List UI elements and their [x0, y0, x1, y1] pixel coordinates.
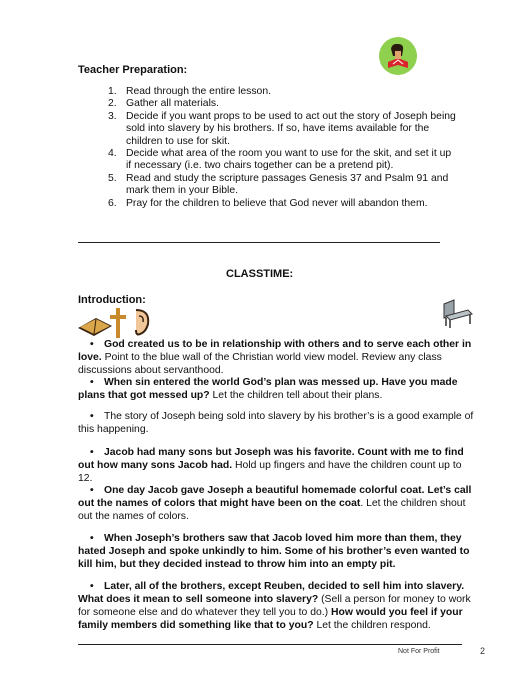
section-divider [78, 242, 440, 243]
intro-paragraph-2: • When sin entered the world God’s plan was messed up. Have you made plans that got messed up? Let the children tell about their plans. [78, 377, 458, 401]
footer-text: Not For Profit [398, 648, 440, 655]
intro-paragraph-1: • God created us to be in relationship with others and to serve each other in love. Point to the blue wall of the Christian world view model. Review any class discussions about servanthood. [78, 339, 472, 376]
desk-chair-icon [440, 296, 474, 330]
intro-paragraph-4: • Jacob had many sons but Joseph was his favorite. Count with me to find out how many sons Jacob had. Hold up fingers and have the children count up to 12. [78, 447, 464, 484]
list-item: 4. Decide what area of the room you want to use for the skit, and set it up if necessary (i.e. two chairs together can be a pretend pit). [108, 148, 452, 172]
list-item: 2. Gather all materials. [108, 98, 219, 110]
classtime-heading: CLASSTIME: [226, 268, 294, 280]
reading-person-icon [378, 36, 418, 76]
intro-paragraph-6: • When Joseph’s brothers saw that Jacob loved him more than them, they hated Joseph and spoke unkindly to him. Some of his brother’s even wanted to kill him, but they decided instead to throw him into an empty pit. [78, 533, 470, 570]
list-item: 1. Read through the entire lesson. [108, 86, 271, 97]
bible-cross-ear-icon [76, 304, 154, 340]
prep-list [108, 86, 458, 210]
teacher-prep-heading: Teacher Preparation: [78, 64, 188, 76]
intro-paragraph-5: • One day Jacob gave Joseph a beautiful homemade colorful coat. Let’s call out the names of colors that might have been on the coat. Let the children shout out the names of colors. [78, 485, 472, 522]
footer-divider [78, 644, 462, 645]
intro-paragraph-7: • Later, all of the brothers, except Reuben, decided to sell him into slavery. What does it mean to sell someone into slavery? (Sell a person for money to work for someone else and do whatever they tell you to do.) How would you feel if your family members did something like that to you? Let the children respond. [78, 581, 471, 631]
intro-paragraph-3: • The story of Joseph being sold into slavery by his brother’s is a good example of this happening. [78, 411, 474, 435]
list-item: 3. Decide if you want props to be used to act out the story of Joseph being sold into slavery by his brothers. If so, have items available for the children to use for skit. [108, 110, 456, 147]
list-item: 5. Read and study the scripture passages Genesis 37 and Psalm 91 and mark them in your Bible. [108, 172, 449, 197]
page-number: 2 [480, 646, 486, 656]
list-item: 6. Pray for the children to believe that God never will abandon them. [108, 197, 428, 209]
introduction-heading: Introduction: [78, 294, 146, 306]
